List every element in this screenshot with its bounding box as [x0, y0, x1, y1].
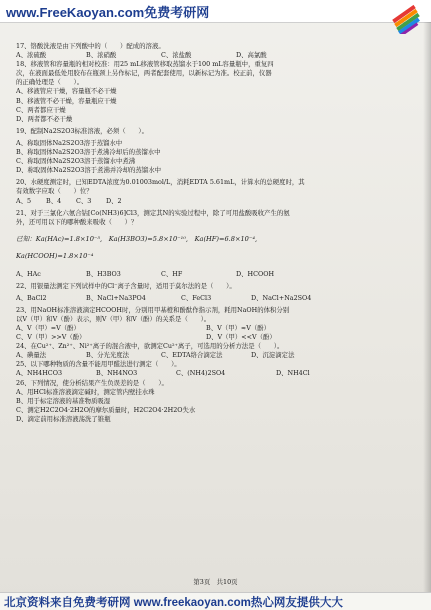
q17-option-a: A、浓硫酸	[16, 51, 47, 60]
q21-option-a: A、HAc	[16, 269, 41, 278]
question-22-options	[16, 294, 418, 303]
question-23-options-row-1	[16, 324, 418, 333]
site-banner-text[interactable]: www.FreeKaoyan.com免费考研网	[6, 5, 210, 20]
question-21-options	[16, 270, 418, 279]
question-20-options	[16, 197, 418, 206]
q19-option-b: B、称取固体Na2S2O3溶于煮沸冷却后的蒸馏水中	[16, 148, 161, 157]
q25-option-d: D、NH4Cl	[276, 369, 310, 378]
question-20-stem-line-1: 20、水硬度测定时，已知EDTA浓度为0.01003mol/L，消耗EDTA 5.61mL，计算水的总硬度时，其	[16, 178, 305, 187]
question-18-stem-line-3: 的正确处理是（ ）。	[16, 78, 84, 87]
q18-option-c: C、两者都应干燥	[16, 105, 66, 114]
q19-option-a: A、称取固体Na2S2O3溶于蒸馏水中	[16, 138, 123, 147]
question-24-stem: 24、在Cu²⁺、Zn²⁺、Ni²⁺离子的混合液中，欲测定Cu²⁺离子，可选用的分析方法是（ ）。	[16, 342, 284, 351]
q20-option-b: B、4	[46, 196, 62, 205]
q22-option-a: A、BaCl2	[16, 293, 47, 302]
q20-option-a: A、5	[16, 196, 32, 205]
question-20-stem-line-2: 有效数字应取（ ）位？	[16, 187, 93, 196]
q17-option-d: D、高氯酸	[236, 51, 267, 60]
q24-option-a: A、碘量法	[16, 351, 47, 360]
q18-option-d: D、两者都不必干燥	[16, 114, 73, 123]
q21-ka-values-line-2: Ka(HCOOH)=1.8×10⁻⁴	[16, 252, 94, 261]
question-18-stem-line-2: 次，在液面最低处用胶布在瓶颈上另作标记，两者配套使用，以新标记为准。校正前，仪器	[16, 69, 272, 78]
q26-option-d: D、滴定前用标准溶液荡洗了锥瓶	[16, 414, 111, 423]
q24-option-d: D、沉淀滴定法	[251, 351, 295, 360]
question-26-stem: 26、下列情况，使分析结果产生负误差的是（ ）。	[16, 378, 168, 387]
question-21-stem-line-2: 外，还可用以下的哪种酸来吸收（ ）？	[16, 217, 138, 226]
site-footer	[0, 592, 431, 610]
q21-option-c: C、HF	[161, 269, 183, 278]
q17-option-b: B、浓硝酸	[86, 51, 117, 60]
q22-option-b: B、NaCl+Na3PO4	[86, 293, 146, 302]
q22-option-c: C、FeCl3	[181, 293, 212, 302]
page-number: 第3页 共10页	[193, 578, 238, 586]
q18-option-a: A、移液管应干燥，容量瓶不必干燥	[16, 87, 117, 96]
q24-option-b: B、分光光度法	[86, 351, 130, 360]
site-banner	[0, 0, 431, 23]
q25-option-a: A、NH4HCO3	[16, 369, 63, 378]
q23-option-d: D、V（甲）<<V（酚）	[206, 333, 276, 342]
question-21-stem-line-1: 21、对于三氯化六氨合钴[Co(NH3)6]Cl3，测定其N的实验过程中，除了可用盐酸吸收产生的氨	[16, 208, 290, 217]
question-17-options	[16, 51, 418, 60]
q23-option-c: C、V（甲）>>V（酚）	[16, 333, 86, 342]
question-23-stem-line-2: 以V（甲）和V（酚）表示，则V（甲）和V（酚）的关系是（ ）。	[16, 314, 211, 323]
question-25-options	[16, 369, 418, 378]
question-23-options-row-2	[16, 333, 418, 342]
q17-option-c: C、浓盐酸	[161, 51, 192, 60]
q20-option-c: C、3	[76, 196, 92, 205]
question-18-stem-line-1: 18、移液管和容量瓶的相对校准：用25 mL移液管移取蒸馏水于100 mL容量瓶中，重复四	[16, 60, 274, 69]
q26-option-c: C、测定H2C2O4·2H2O的摩尔质量时，H2C2O4·2H2O失水	[16, 405, 196, 414]
q23-option-a: A、V（甲）=V（酚）	[16, 323, 80, 332]
q25-option-c: C、(NH4)2SO4	[176, 369, 226, 378]
freekaoyan-logo-icon	[387, 0, 425, 34]
q23-option-b: B、V（甲）≈V（酚）	[206, 323, 271, 332]
q26-option-b: B、用于标定溶液的基准物质吸湿	[16, 396, 111, 405]
q26-option-a: A、用HCl标准溶液滴定碱时，测定管内壁挂水珠	[16, 387, 155, 396]
q21-known-label: 已知：	[16, 234, 36, 243]
question-24-options	[16, 351, 418, 360]
q21-ka-values-1: Ka(HAc)=1.8×10⁻⁵, Ka(H3BO3)=5.8×10⁻¹⁰, Ka(HF)=6.8×10⁻⁴,	[35, 234, 258, 243]
q20-option-d: D、2	[106, 196, 122, 205]
q24-option-c: C、EDTA络合滴定法	[161, 351, 223, 360]
scan-edge-shadow	[423, 22, 431, 592]
q19-option-d: D、称取固体Na2S2O3溶于煮沸并冷却的蒸馏水中	[16, 166, 161, 175]
footer-watermark-text[interactable]: 北京资料来自免费考研网 www.freekaoyan.com热心网友提供大大	[4, 597, 343, 609]
q21-option-b: B、H3BO3	[86, 269, 121, 278]
question-17-stem: 17、铬酸洗液是由下列酸中的（ ）配成的溶液。	[16, 42, 165, 50]
q25-option-b: B、NH4NO3	[96, 369, 138, 378]
q19-option-c: C、称取固体Na2S2O3溶于蒸馏水中煮沸	[16, 157, 136, 166]
q18-option-b: B、移液管不必干燥，容量瓶应干燥	[16, 96, 117, 105]
question-23-stem-line-1: 23、用NaOH标准溶液滴定HCOOH时，分别用甲基橙和酚酞作指示剂，耗用NaOH的体积分别	[16, 305, 290, 314]
question-22-stem: 22、用银量法测定下列试样中的Cl⁻离子含量时，适用于莫尔法的是（ ）。	[16, 281, 236, 290]
q22-option-d: D、NaCl+Na2SO4	[251, 293, 312, 302]
exam-content	[16, 42, 418, 424]
question-19-stem: 19、配制Na2S2O3标准溶液，必须（ ）。	[16, 126, 149, 135]
q21-option-d: D、HCOOH	[236, 269, 275, 278]
q21-ka-values-line-1	[16, 235, 418, 244]
question-25-stem: 25、以下哪种物质的含量不能用甲醛法进行测定（ ）。	[16, 360, 181, 369]
